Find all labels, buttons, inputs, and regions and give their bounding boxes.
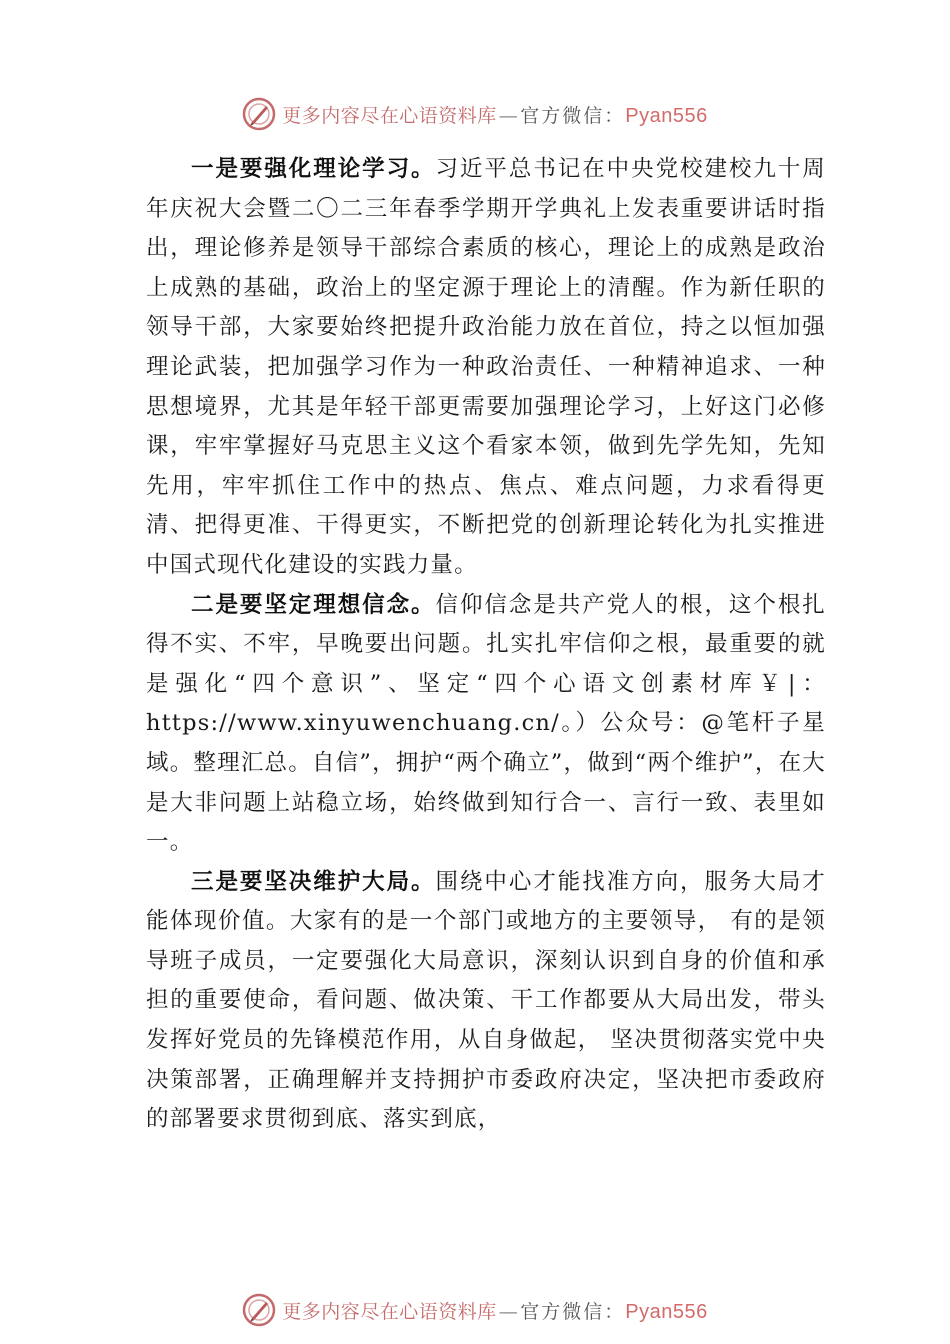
pen-logo-icon [242, 97, 276, 131]
banner-sub: 官方微信： [520, 1300, 626, 1323]
banner-main: 更多内容尽在心语资料库 [282, 104, 497, 127]
banner-sep: — [498, 104, 519, 127]
paragraph-1 [146, 150, 826, 586]
banner-sep: — [498, 1300, 519, 1323]
paragraph-2-text: 信仰信念是共产党人的根，这个根扎得不实、不牢，早晚要出问题。扎实扎牢信仰之根，最重要的就是强化“四个意识”、坚定“四个心语文创素材库￥|：https://www.xinyuwenchuang.cn/。）公众号：@笔杆子星域。整理汇总。自信”，拥护“两个确立”，做到“两个维护”，在大是大非问题上站稳立场，始终做到知行合一、言行一致、表里如一。 [146, 591, 826, 856]
banner-text [282, 1297, 708, 1324]
paragraph-3-lead: 三是要坚决维护大局。 [191, 868, 436, 895]
banner-wechat-id: Pyan556 [625, 1300, 708, 1323]
banner-main: 更多内容尽在心语资料库 [282, 1300, 497, 1323]
paragraph-1-text: 习近平总书记在中央党校建校九十周年庆祝大会暨二〇二三年春季学期开学典礼上发表重要讲话时指出，理论修养是领导干部综合素质的核心，理论上的成熟是政治上成熟的基础，政治上的坚定源于理论上的清醒。作为新任职的领导干部，大家要始终把提升政治能力放在首位，持之以恒加强理论武装，把加强学习作为一种政治责任、一种精神追求、一种思想境界，尤其是年轻干部更需要加强理论学习，上好这门必修课，牢牢掌握好马克思主义这个看家本领，做到先学先知，先知先用，牢牢抓住工作中的热点、焦点、难点问题，力求看得更清、把得更准、干得更实，不断把党的创新理论转化为扎实推进中国式现代化建设的实践力量。 [146, 156, 826, 578]
banner-text [282, 101, 708, 128]
paragraph-3-text: 围绕中心才能找准方向，服务大局才能体现价值。大家有的是一个部门或地方的主要领导， 有的是领导班子成员，一定要强化大局意识，深刻认识到自身的价值和承担的重要使命，看问题、做决策、干工作都要从大局出发，带头发挥好党员的先锋模范作用，从自身做起， 坚决贯彻落实党中央决策部署，正确理解并支持拥护市委政府决定，坚决把市委政府的部署要求贯彻到底、落实到底， [146, 868, 826, 1133]
paragraph-3 [146, 863, 826, 1140]
document-body [146, 150, 826, 1140]
pen-logo-icon [242, 1293, 276, 1327]
header-banner [0, 92, 950, 136]
paragraph-2-lead: 二是要坚定理想信念。 [191, 591, 436, 618]
footer-banner [0, 1288, 950, 1332]
paragraph-2 [146, 586, 826, 863]
paragraph-1-lead: 一是要强化理论学习。 [191, 156, 436, 182]
banner-wechat-id: Pyan556 [625, 104, 708, 127]
banner-sub: 官方微信： [520, 104, 626, 127]
